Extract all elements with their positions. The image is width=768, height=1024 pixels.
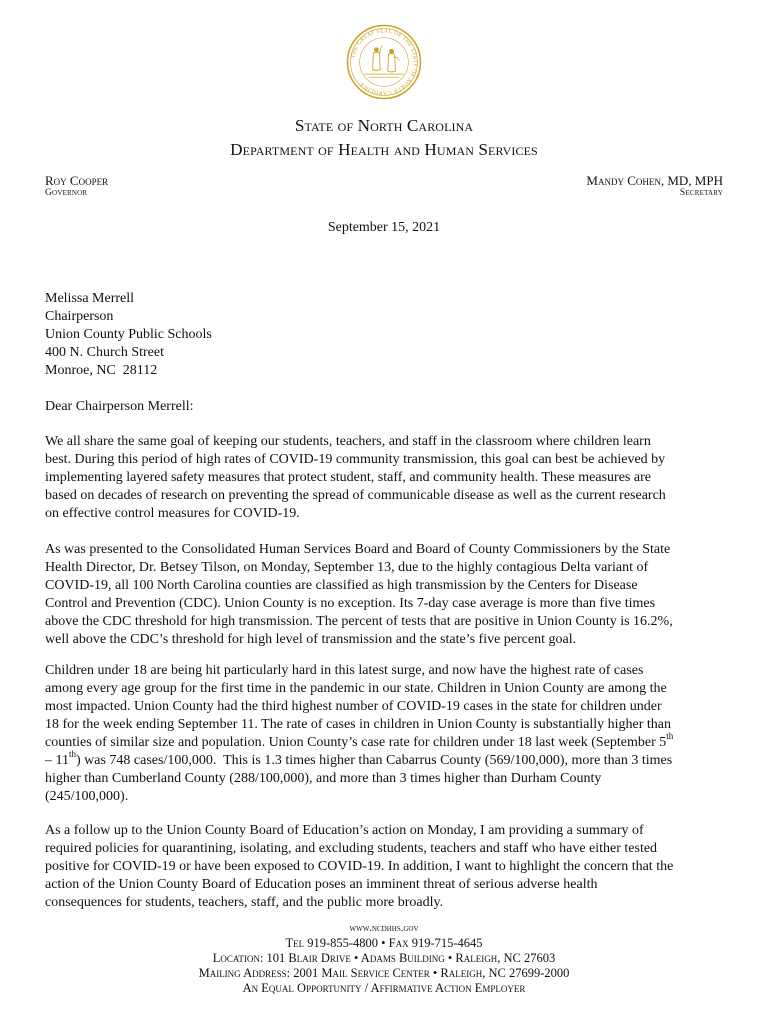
paragraph-line: required policies for quarantining, isolating, and excluding students, teachers and staff who have either tested [45,841,658,856]
paragraph-line: higher than Cumberland County (288/100,000), and more than 3 times higher than Durham County [45,771,602,786]
recipient-address [45,290,212,380]
paragraph-line: best. During this period of high rates of COVID-19 community transmission, this goal can best be achieved by [45,452,666,467]
recipient-name: Melissa Merrell [45,291,135,306]
header-state: State of North Carolina [294,116,474,135]
footer-mailing-text: Mailing Address: 2001 Mail Service Center • Raleigh, NC 27699-2000 [198,966,570,980]
paragraph-line: most impacted. Union County had the third highest number of COVID-19 cases in the state for children under [45,699,662,714]
paragraph-line: consequences for students, teachers, staff, and the public more broadly. [45,895,444,910]
paragraph-line: 18 for the week ending September 11. The rate of cases in children in Union County is substantially higher than [45,717,671,732]
paragraph-line [45,749,725,770]
paragraph-line: on effective control measures for COVID-19. [45,506,300,521]
governor-name: Roy Cooper [45,173,109,188]
paragraph-text: counties of similar size and population. Union County’s case rate for children under 18 last week (September 5 [45,735,667,750]
paragraph-text: – 11 [45,753,69,768]
paragraph-line [45,731,725,752]
footer-mailing-address [0,966,768,981]
paragraph-line: implementing layered safety measures that protect student, staff, and community health. These measures are [45,470,651,485]
paragraph-1 [45,433,725,523]
secretary-block [586,174,723,199]
footer-website[interactable] [0,922,768,935]
paragraph-line: action of the Union County Board of Education poses an imminent threat of serious adverse health [45,877,598,892]
superscript: th [666,731,674,742]
paragraph-line: well above the CDC’s threshold for high level of transmission and the state’s five percent goal. [45,632,577,647]
paragraph-line: We all share the same goal of keeping our students, teachers, and staff in the classroom where children learn [45,434,651,449]
recipient-street: 400 N. Church Street [45,345,164,360]
paragraph-line: based on decades of research on preventing the spread of communicable disease as well as the current research [45,488,666,503]
recipient-title: Chairperson [45,309,114,324]
paragraph-line: positive for COVID-19 or have been exposed to COVID-19. In addition, I want to highlight the concern that the [45,859,674,874]
recipient-organization: Union County Public Schools [45,327,212,342]
secretary-title: Secretary [679,188,723,198]
salutation: Dear Chairperson Merrell: [45,399,194,414]
footer-location [0,951,768,966]
paragraph-line: among every age group for the first time in the pandemic in our state. Children in Union County are among the [45,681,667,696]
footer-eeo [0,981,768,996]
paragraph-line: Health Director, Dr. Betsey Tilson, on Monday, September 13, due to the highly contagious Delta variant of [45,560,649,575]
paragraph-line: As a follow up to the Union County Board of Education’s action on Monday, I am providing a summary of [45,823,644,838]
governor-title: Governor [45,188,88,198]
letter-date: September 15, 2021 [327,220,441,235]
paragraph-2 [45,541,725,649]
paragraph-3 [45,662,725,806]
governor-block [45,174,108,199]
recipient-city: Monroe, NC 28112 [45,363,158,378]
paragraph-line: As was presented to the Consolidated Human Services Board and Board of County Commissioners by the State [45,542,671,557]
footer-phone-fax [0,936,768,951]
footer-location-text: Location: 101 Blair Drive • Adams Building • Raleigh, NC 27603 [212,951,556,965]
secretary-name: Mandy Cohen, MD, MPH [586,173,723,188]
paragraph-line: Control and Prevention (CDC). Union County is no exception. Its 7-day case average is more than five times [45,596,656,611]
paragraph-4 [45,822,725,912]
seal-lettering: THE GREAT SEAL OF THE STATE OF NORTH CAROLINA [350,28,418,96]
footer-eeo-text: An Equal Opportunity / Affirmative Action Employer [242,981,526,995]
superscript: th [68,749,76,760]
footer-website-link[interactable]: www.ncdhhs.gov [349,923,419,934]
paragraph-line: (245/100,000). [45,789,129,804]
paragraph-line: above the CDC threshold for high transmission. The percent of tests that are positive in Union County is 16.2%, [45,614,673,629]
paragraph-line: COVID-19, all 100 North Carolina counties are classified as high transmission by the Centers for Disease [45,578,638,593]
state-seal-icon [346,24,422,100]
footer-phone-fax-text: Tel 919-855-4800 • Fax 919-715-4645 [285,936,483,950]
header-department: Department of Health and Human Services [230,140,538,159]
paragraph-line: Children under 18 are being hit particularly hard in this latest surge, and now have the highest rate of cases [45,663,644,678]
paragraph-text: ) was 748 cases/100,000. This is 1.3 times higher than Cabarrus County (569/100,000), more than 3 times [76,753,673,768]
